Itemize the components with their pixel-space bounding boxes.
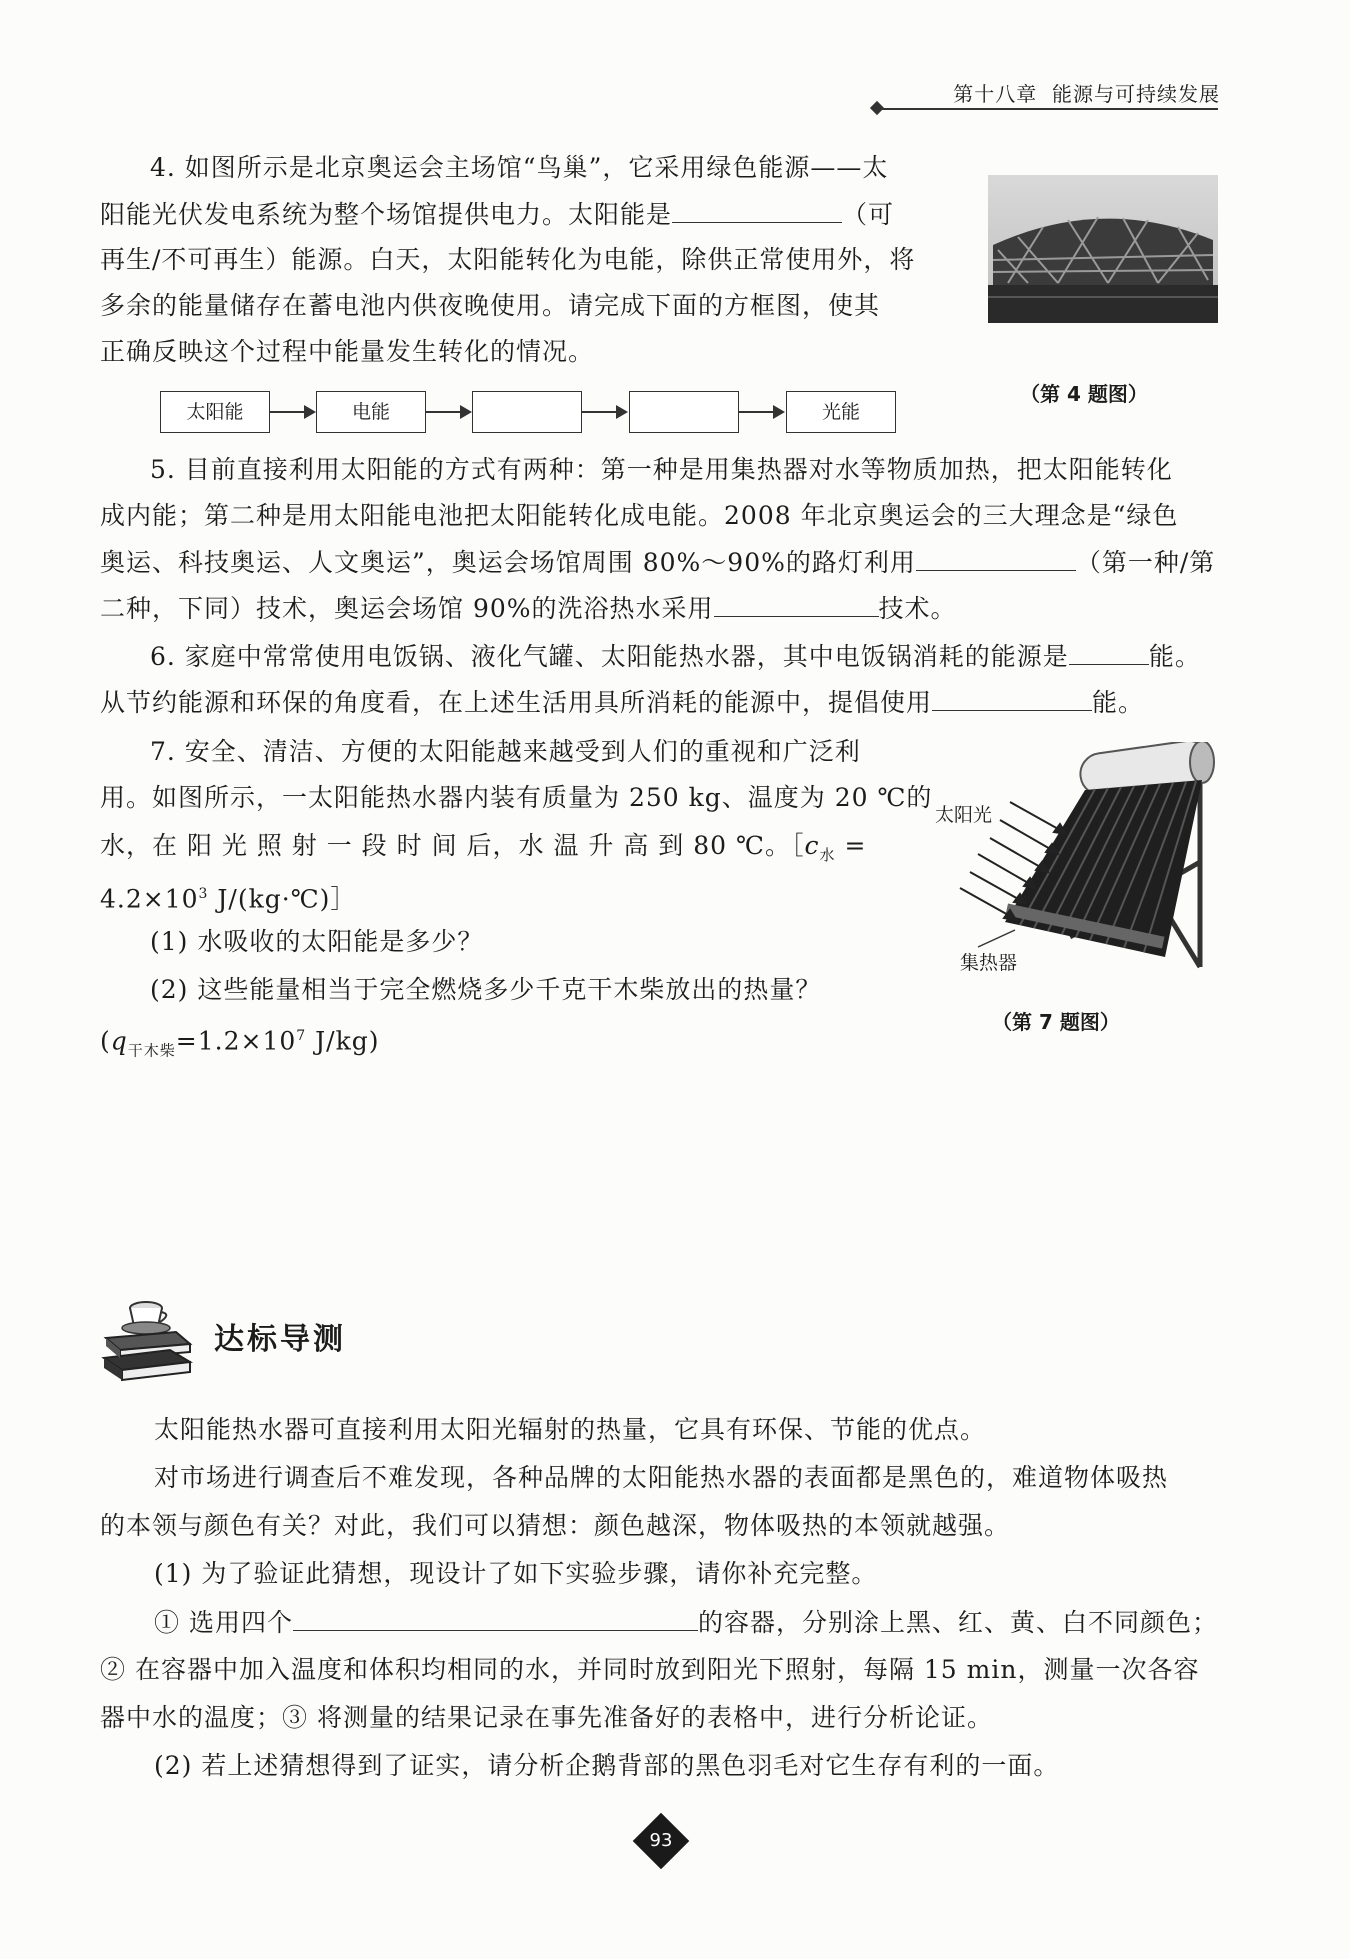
q7-sub2: (2) 这些能量相当于完全燃烧多少千克干木柴放出的热量？ [150,975,822,1004]
flow-box-blank-2[interactable] [629,391,739,433]
flow-arrow-2-head-icon [460,405,472,419]
flow-arrow-1 [270,411,306,413]
q4-blank-renewable[interactable] [672,196,842,223]
flow-arrow-4 [739,411,775,413]
solar-heater-figure [930,742,1230,972]
birds-nest-photo [988,175,1218,323]
section-title: 达标导测 [214,1322,346,1357]
q4-figure-caption: （第 4 题图） [1020,382,1148,406]
section-p6: 器中水的温度；③ 将测量的结果记录在事先准备好的表格中，进行分析论证。 [100,1703,993,1732]
header-diamond-icon [870,101,884,115]
flow-arrow-1-head-icon [304,405,316,419]
flow-box-electric: 电能 [316,391,426,433]
flow-box-light: 光能 [786,391,896,433]
q4-line1: 4. 如图所示是北京奥运会主场馆“鸟巢”，它采用绿色能源——太 [150,153,889,182]
flow-arrow-3-head-icon [616,405,628,419]
q4-line4: 多余的能量储存在蓄电池内供夜晚使用。请完成下面的方框图，使其 [100,291,881,320]
q7-line1: 7. 安全、清洁、方便的太阳能越来越受到人们的重视和广泛利 [150,737,861,766]
section-p5: ② 在容器中加入温度和体积均相同的水，并同时放到阳光下照射，每隔 15 min，测量一次各容 [100,1655,1200,1684]
section-p1: 太阳能热水器可直接利用太阳光辐射的热量，它具有环保、节能的优点。 [154,1415,987,1444]
flow-arrow-3 [582,411,618,413]
chapter-header [953,78,1220,107]
section-p2a: 对市场进行调查后不难发现，各种品牌的太阳能热水器的表面都是黑色的，难道物体吸热 [154,1463,1169,1492]
q5-line4: 二种，下同）技术，奥运会场馆 90%的洗浴热水采用 技术。 [100,590,957,627]
flow-box-solar: 太阳能 [160,391,270,433]
flow-box-blank-1[interactable] [472,391,582,433]
header-rule [878,108,1218,110]
q5-blank-lamps[interactable] [916,544,1076,571]
q5-line1: 5. 目前直接利用太阳能的方式有两种：第一种是用集热器对水等物质加热，把太阳能转化 [150,455,1173,484]
q6-line2: 从节约能源和环保的角度看，在上述生活用具所消耗的能源中，提倡使用 能。 [100,684,1144,721]
flow-arrow-2 [426,411,460,413]
q4-line5: 正确反映这个过程中能量发生转化的情况。 [100,337,595,366]
q7-figure-caption: （第 7 题图） [992,1010,1120,1034]
flow-arrow-4-head-icon [773,405,785,419]
section-blank-containers[interactable] [293,1604,698,1631]
section-p3: (1) 为了验证此猜想，现设计了如下实验步骤，请你补充完整。 [154,1559,878,1588]
books-coffee-icon [98,1290,198,1390]
section-p2b: 的本领与颜色有关？对此，我们可以猜想：颜色越深，物体吸热的本领就越强。 [100,1511,1011,1540]
q6-blank-energy[interactable] [1069,638,1149,665]
chapter-title: 能源与可持续发展 [1052,82,1220,106]
q7-line2: 用。如图所示，一太阳能热水器内装有质量为 250 kg、温度为 20 ℃的 [100,783,933,812]
q7-line-q: ($q_{干木柴}=1.2\times 10^7$ J/kg) [100,1026,380,1060]
label-collector: 集热器 [960,952,1018,974]
page-number: 93 [649,1830,673,1851]
section-p4: ① 选用四个 的容器，分别涂上黑、红、黄、白不同颜色； [154,1604,1218,1641]
q7-sub1: (1) 水吸收的太阳能是多少？ [150,927,484,956]
section-p7: (2) 若上述猜想得到了证实，请分析企鹅背部的黑色羽毛对它生存有利的一面。 [154,1751,1060,1780]
q7-line3: 水，在 阳 光 照 射 一 段 时 间 后，水 温 升 高 到 80 ℃。$[c_水$ = [100,831,867,864]
chapter-number: 第十八章 [953,82,1038,106]
q5-blank-water[interactable] [714,590,879,617]
q5-line2: 成内能；第二种是用太阳能电池把太阳能转化成电能。2008 年北京奥运会的三大理念是“绿色 [100,501,1179,530]
q4-line3: 再生/不可再生）能源。白天，太阳能转化为电能，除供正常使用外，将 [100,245,916,274]
label-sunlight: 太阳光 [935,804,993,826]
q5-line3: 奥运、科技奥运、人文奥运”，奥运会场馆周围 80%～90%的路灯利用 （第一种/第 [100,544,1215,581]
q7-line4: $4.2\times 10^3$ J/(kg·℃)］ [100,884,357,914]
q4-line2: 阳能光伏发电系统为整个场馆提供电力。太阳能是 （可 [100,196,894,233]
q6-line1: 6. 家庭中常常使用电饭锅、液化气罐、太阳能热水器，其中电饭锅消耗的能源是 能。 [150,638,1201,675]
q6-blank-recommend[interactable] [932,684,1092,711]
